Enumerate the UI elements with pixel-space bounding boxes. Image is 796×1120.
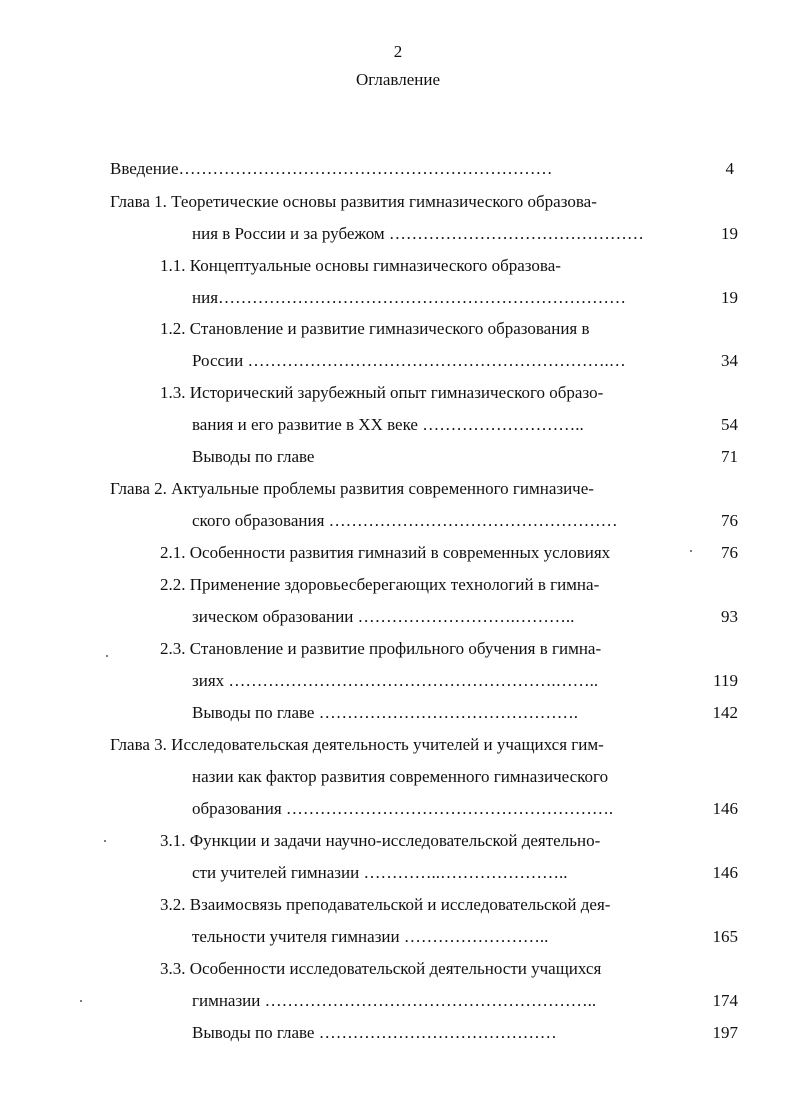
toc-ch1-page: 19 <box>721 224 738 243</box>
toc-3-1-line1: 3.1. Функции и задачи научно-исследовательской деятельно- <box>160 831 601 850</box>
toc-ch2-line2: ского образования …………………………………………… <box>192 511 618 530</box>
toc-ch2-page: 76 <box>721 511 738 530</box>
toc-3-3-line1: 3.3. Особенности исследовательской деятельности учащихся <box>160 959 602 978</box>
toc-3-3-line2: гимназии ………………………………………………….. <box>192 991 597 1010</box>
toc-2-1-page: 76 <box>721 543 738 562</box>
toc-3-1-line2: сти учителей гимназии …………..………………….. <box>192 863 568 882</box>
toc-1-1-page: 19 <box>721 288 738 307</box>
toc-2-1-line1: 2.1. Особенности развития гимназий в современных условиях <box>160 543 611 562</box>
toc-1-3-page: 54 <box>721 415 738 434</box>
toc-1-1-line2: ния……………………………………………………………… <box>192 288 627 307</box>
toc-2-3-line1: 2.3. Становление и развитие профильного обучения в гимна- <box>160 639 602 658</box>
toc-ch1-conclusions-page: 71 <box>721 447 738 466</box>
toc-ch2-conclusions: Выводы по главе ………………………………………. <box>192 703 578 722</box>
toc-ch3-line3: образования …………………………………………………. <box>192 799 614 818</box>
toc-3-2-page: 165 <box>712 927 738 946</box>
toc-ch3-page: 146 <box>712 799 738 818</box>
toc-1-3-line2: вания и его развитие в XX веке ……………………….. <box>192 415 584 434</box>
scan-speck <box>104 840 106 842</box>
toc-2-2-line1: 2.2. Применение здоровьесберегающих технологий в гимна- <box>160 575 600 594</box>
toc-3-3-page: 174 <box>712 991 738 1010</box>
toc-ch1-conclusions: Выводы по главе <box>192 447 315 466</box>
toc-1-1-line1: 1.1. Концептуальные основы гимназического образова- <box>160 256 561 275</box>
toc-1-2-line2: России ……………………………………………………….… <box>192 351 626 370</box>
toc-ch3-conclusions-page: 197 <box>712 1023 738 1042</box>
toc-ch2-conclusions-page: 142 <box>712 703 738 722</box>
scan-speck <box>690 550 692 552</box>
toc-2-2-page: 93 <box>721 607 738 626</box>
toc-2-3-line2: зиях ………………………………………………….…….. <box>192 671 599 690</box>
toc-ch3-conclusions: Выводы по главе …………………………………… <box>192 1023 557 1042</box>
page-number: 2 <box>393 42 403 61</box>
toc-3-2-line2: тельности учителя гимназии …………………….. <box>192 927 549 946</box>
scan-speck <box>106 655 108 657</box>
toc-1-2-line1: 1.2. Становление и развитие гимназического образования в <box>160 319 590 338</box>
toc-ch3-line1: Глава 3. Исследовательская деятельность учителей и учащихся гим- <box>110 735 604 754</box>
toc-ch2-line1: Глава 2. Актуальные проблемы развития современного гимназиче- <box>110 479 594 498</box>
toc-ch1-line1: Глава 1. Теоретические основы развития гимназического образова- <box>110 192 597 211</box>
toc-2-3-page: 119 <box>713 671 738 690</box>
toc-3-2-line1: 3.2. Взаимосвязь преподавательской и исследовательской дея- <box>160 895 611 914</box>
page-title: Оглавление <box>356 70 440 89</box>
toc-intro-text: Введение………………………………………………………… <box>110 159 553 178</box>
toc-1-2-page: 34 <box>721 351 738 370</box>
toc-1-3-line1: 1.3. Исторический зарубежный опыт гимназического образо- <box>160 383 604 402</box>
toc-2-2-line2: зическом образовании ……………………….……….. <box>192 607 575 626</box>
toc-intro-page: 4 <box>725 159 734 178</box>
toc-ch3-line2: назии как фактор развития современного гимназического <box>192 767 609 786</box>
scan-speck <box>80 1000 82 1002</box>
toc-3-1-page: 146 <box>712 863 738 882</box>
toc-ch1-line2: ния в России и за рубежом ……………………………………… <box>192 224 644 243</box>
